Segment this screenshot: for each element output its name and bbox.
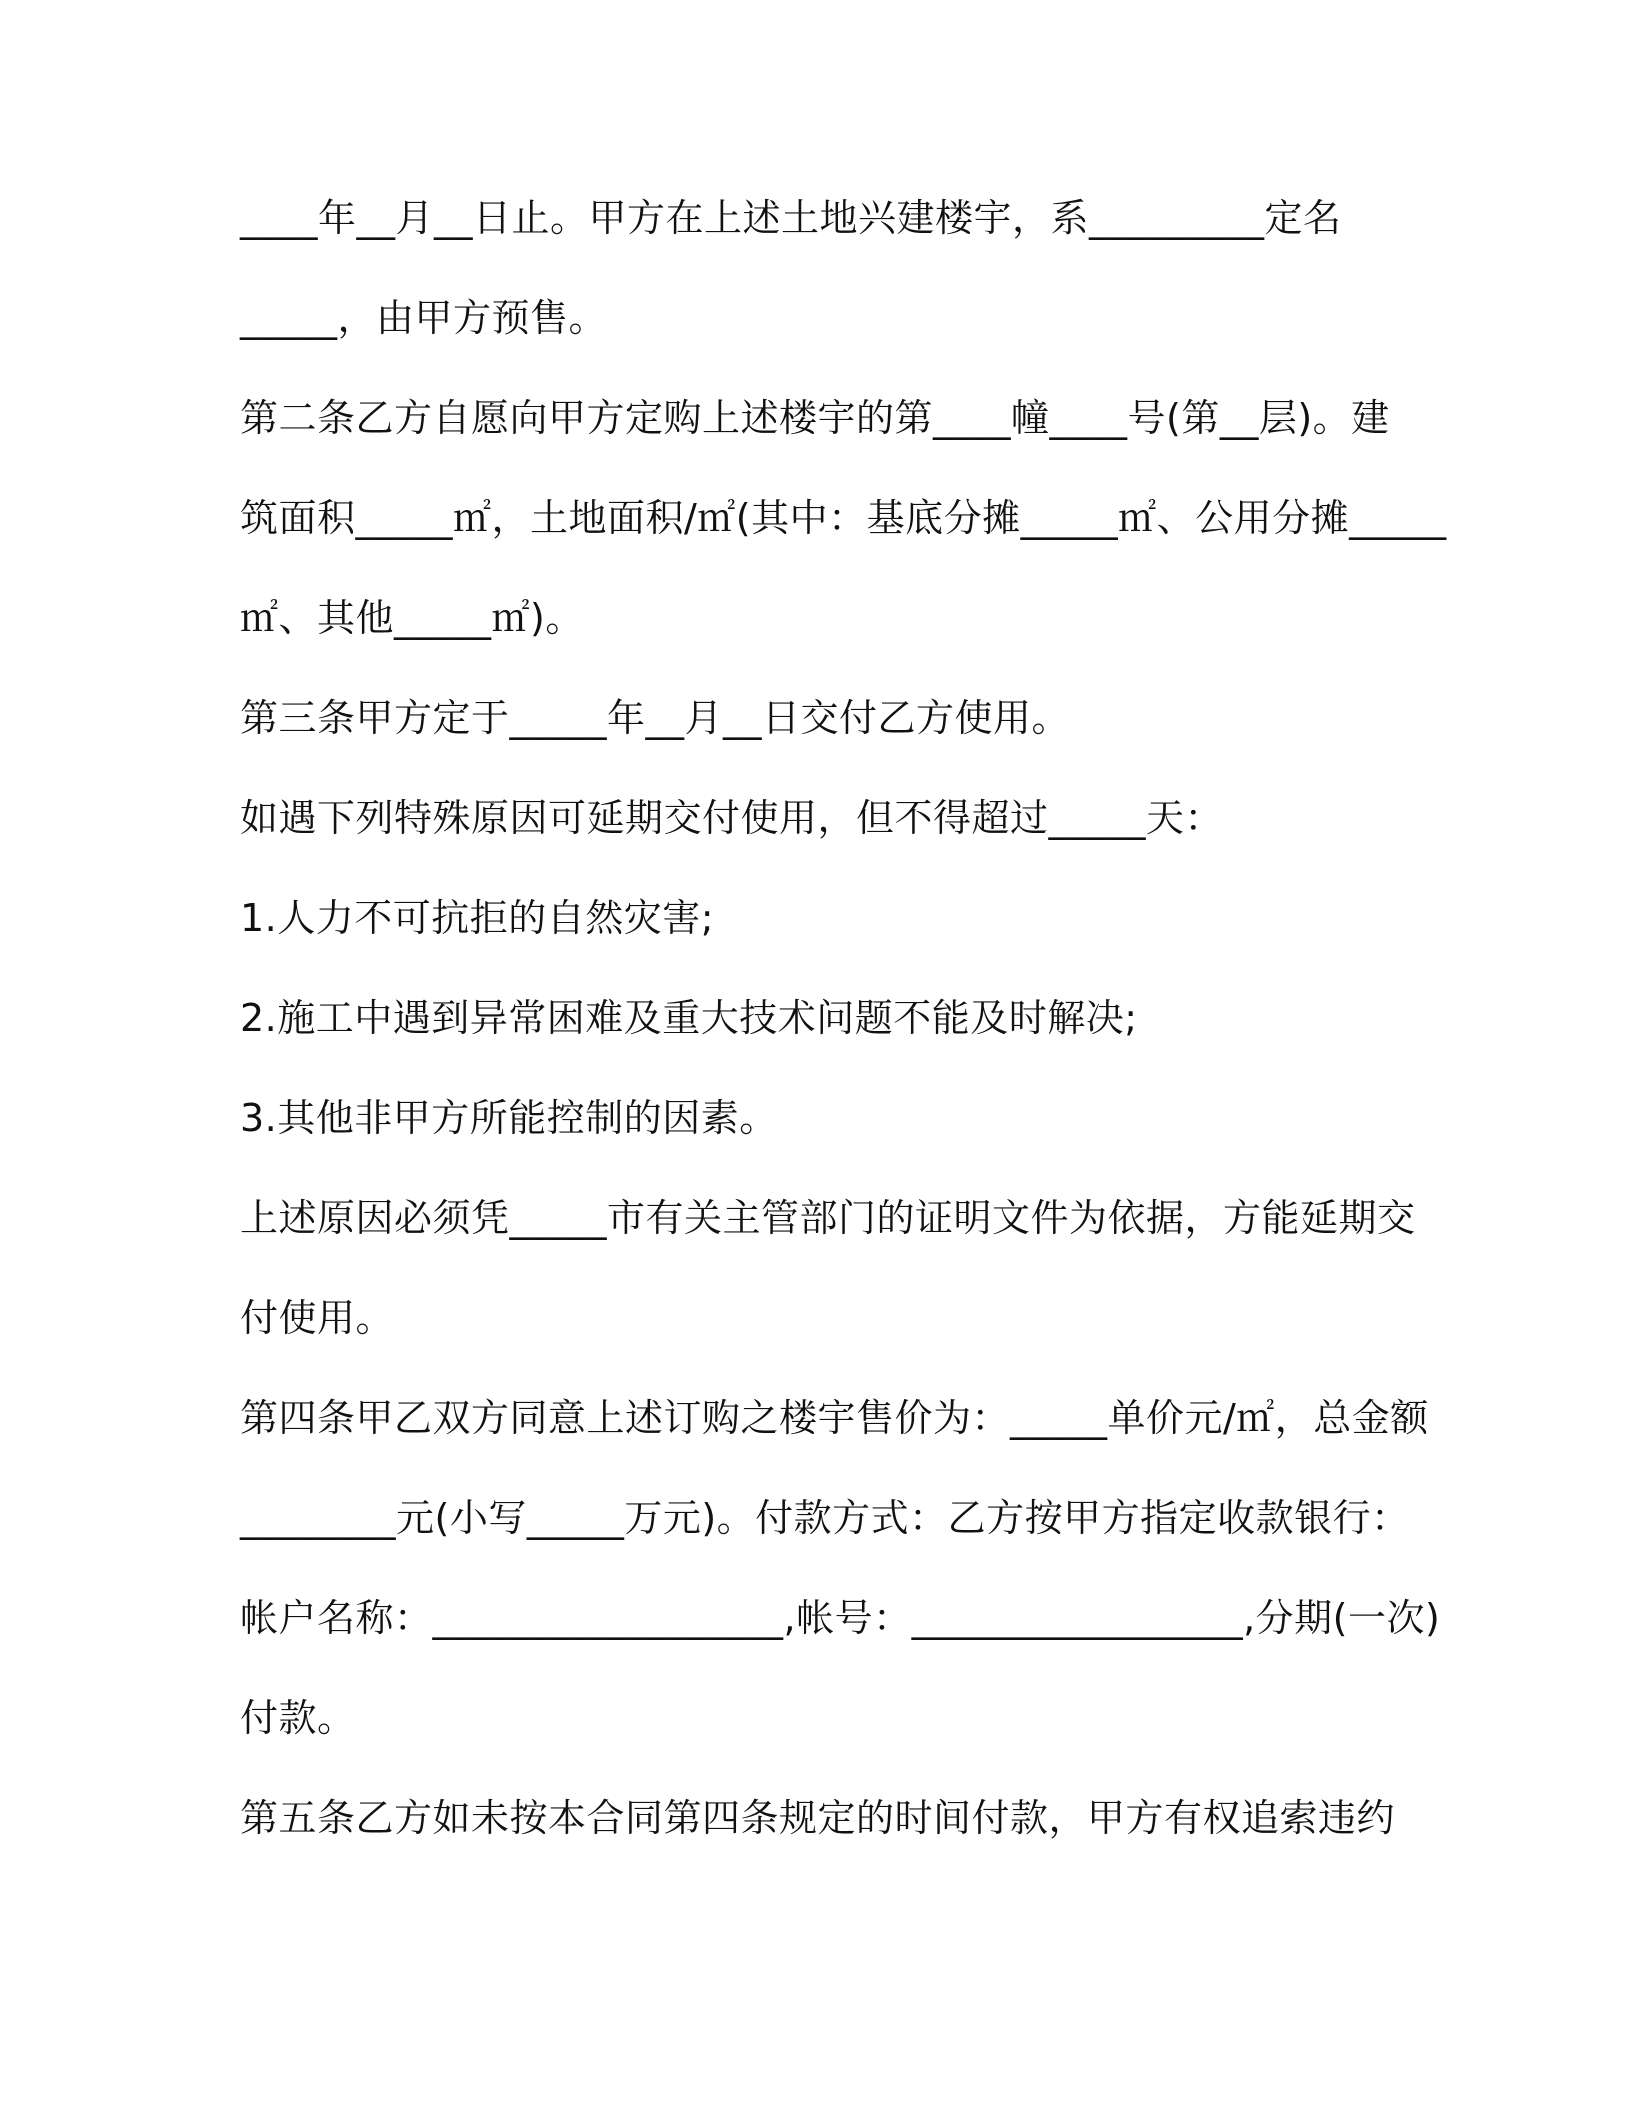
text-line-2: _____，由甲方预售。 bbox=[240, 296, 608, 340]
list-item-2: 2.施工中遇到异常困难及重大技术问题不能及时解决; bbox=[240, 996, 1138, 1040]
article-4-line-1: 第四条甲乙双方同意上述订购之楼宇售价为：_____单价元/㎡，总金额 bbox=[240, 1396, 1429, 1440]
list-item-1: 1.人力不可抗拒的自然灾害; bbox=[240, 896, 715, 940]
article-4-line-2: ________元(小写_____万元)。付款方式：乙方按甲方指定收款银行： bbox=[240, 1496, 1410, 1540]
article-2-line-2: 筑面积_____㎡，土地面积/㎡(其中：基底分摊_____㎡、公用分摊_____ bbox=[240, 496, 1447, 540]
text-line-11: 上述原因必须凭_____市有关主管部门的证明文件为依据，方能延期交 bbox=[240, 1196, 1416, 1240]
article-3-line-2: 如遇下列特殊原因可延期交付使用，但不得超过_____天： bbox=[240, 796, 1224, 840]
article-4-line-4: 付款。 bbox=[240, 1696, 356, 1740]
article-2-line-3: ㎡、其他_____㎡)。 bbox=[240, 596, 584, 640]
list-item-3: 3.其他非甲方所能控制的因素。 bbox=[240, 1096, 778, 1140]
article-3-line-1: 第三条甲方定于_____年__月__日交付乙方使用。 bbox=[240, 696, 1071, 740]
text-line-1: ____年__月__日止。甲方在上述土地兴建楼宇，系_________定名 bbox=[240, 196, 1342, 240]
article-5-line-1: 第五条乙方如未按本合同第四条规定的时间付款，甲方有权追索违约 bbox=[240, 1796, 1396, 1840]
article-2-line-1: 第二条乙方自愿向甲方定购上述楼宇的第____幢____号(第__层)。建 bbox=[240, 396, 1390, 440]
article-4-line-3: 帐户名称：__________________,帐号：_________________,分期(一次) bbox=[240, 1596, 1441, 1640]
text-line-12: 付使用。 bbox=[240, 1296, 395, 1340]
